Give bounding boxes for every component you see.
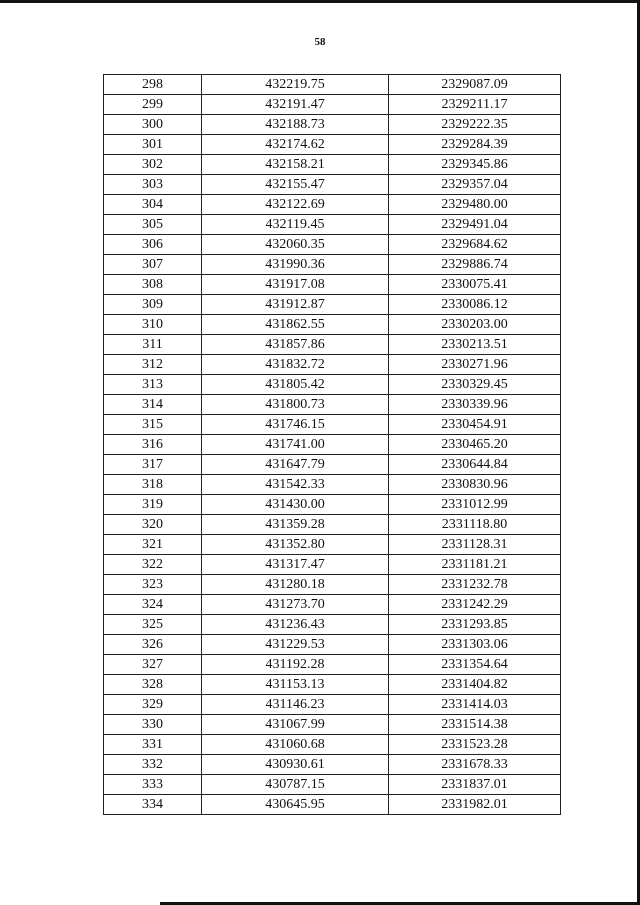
point-number-cell: 309 — [104, 295, 202, 315]
x-coordinate-cell: 432158.21 — [202, 155, 389, 175]
point-number-cell: 310 — [104, 315, 202, 335]
y-coordinate-cell: 2330086.12 — [389, 295, 561, 315]
point-number-cell: 330 — [104, 715, 202, 735]
y-coordinate-cell: 2330203.00 — [389, 315, 561, 335]
x-coordinate-cell: 430787.15 — [202, 775, 389, 795]
x-coordinate-cell: 431647.79 — [202, 455, 389, 475]
point-number-cell: 307 — [104, 255, 202, 275]
table-row — [104, 455, 561, 475]
point-number-cell: 323 — [104, 575, 202, 595]
table-row — [104, 775, 561, 795]
x-coordinate-cell: 431317.47 — [202, 555, 389, 575]
point-number-cell: 333 — [104, 775, 202, 795]
y-coordinate-cell: 2331012.99 — [389, 495, 561, 515]
table-row — [104, 255, 561, 275]
y-coordinate-cell: 2330454.91 — [389, 415, 561, 435]
y-coordinate-cell: 2331354.64 — [389, 655, 561, 675]
point-number-cell: 327 — [104, 655, 202, 675]
point-number-cell: 315 — [104, 415, 202, 435]
point-number-cell: 304 — [104, 195, 202, 215]
table-row — [104, 175, 561, 195]
x-coordinate-cell: 431192.28 — [202, 655, 389, 675]
table-row — [104, 535, 561, 555]
x-coordinate-cell: 432155.47 — [202, 175, 389, 195]
y-coordinate-cell: 2329480.00 — [389, 195, 561, 215]
table-row — [104, 795, 561, 815]
point-number-cell: 334 — [104, 795, 202, 815]
point-number-cell: 320 — [104, 515, 202, 535]
point-number-cell: 311 — [104, 335, 202, 355]
table-row — [104, 635, 561, 655]
x-coordinate-cell: 431067.99 — [202, 715, 389, 735]
y-coordinate-cell: 2331837.01 — [389, 775, 561, 795]
x-coordinate-cell: 430930.61 — [202, 755, 389, 775]
point-number-cell: 301 — [104, 135, 202, 155]
y-coordinate-cell: 2331523.28 — [389, 735, 561, 755]
table-row — [104, 335, 561, 355]
x-coordinate-cell: 431430.00 — [202, 495, 389, 515]
x-coordinate-cell: 431832.72 — [202, 355, 389, 375]
point-number-cell: 319 — [104, 495, 202, 515]
table-row — [104, 95, 561, 115]
table-row — [104, 195, 561, 215]
point-number-cell: 313 — [104, 375, 202, 395]
y-coordinate-cell: 2330213.51 — [389, 335, 561, 355]
x-coordinate-cell: 431990.36 — [202, 255, 389, 275]
y-coordinate-cell: 2331414.03 — [389, 695, 561, 715]
table-row — [104, 755, 561, 775]
x-coordinate-cell: 431912.87 — [202, 295, 389, 315]
x-coordinate-cell: 431153.13 — [202, 675, 389, 695]
y-coordinate-cell: 2331181.21 — [389, 555, 561, 575]
y-coordinate-cell: 2329087.09 — [389, 75, 561, 95]
table-row — [104, 615, 561, 635]
point-number-cell: 331 — [104, 735, 202, 755]
x-coordinate-cell: 430645.95 — [202, 795, 389, 815]
table-row — [104, 555, 561, 575]
point-number-cell: 325 — [104, 615, 202, 635]
y-coordinate-cell: 2330271.96 — [389, 355, 561, 375]
table-row — [104, 715, 561, 735]
table-row — [104, 395, 561, 415]
table-row — [104, 675, 561, 695]
table-row — [104, 695, 561, 715]
point-number-cell: 316 — [104, 435, 202, 455]
y-coordinate-cell: 2329491.04 — [389, 215, 561, 235]
y-coordinate-cell: 2331404.82 — [389, 675, 561, 695]
point-number-cell: 322 — [104, 555, 202, 575]
point-number-cell: 329 — [104, 695, 202, 715]
y-coordinate-cell: 2331118.80 — [389, 515, 561, 535]
y-coordinate-cell: 2331982.01 — [389, 795, 561, 815]
y-coordinate-cell: 2330339.96 — [389, 395, 561, 415]
y-coordinate-cell: 2329886.74 — [389, 255, 561, 275]
point-number-cell: 326 — [104, 635, 202, 655]
x-coordinate-cell: 431805.42 — [202, 375, 389, 395]
y-coordinate-cell: 2330075.41 — [389, 275, 561, 295]
table-row — [104, 115, 561, 135]
table-row — [104, 215, 561, 235]
point-number-cell: 314 — [104, 395, 202, 415]
x-coordinate-cell: 431236.43 — [202, 615, 389, 635]
table-row — [104, 295, 561, 315]
table-row — [104, 435, 561, 455]
scan-edge-top — [0, 0, 640, 3]
y-coordinate-cell: 2331232.78 — [389, 575, 561, 595]
x-coordinate-cell: 432060.35 — [202, 235, 389, 255]
table-row — [104, 155, 561, 175]
point-number-cell: 303 — [104, 175, 202, 195]
y-coordinate-cell: 2329211.17 — [389, 95, 561, 115]
x-coordinate-cell: 431741.00 — [202, 435, 389, 455]
y-coordinate-cell: 2330644.84 — [389, 455, 561, 475]
x-coordinate-cell: 432191.47 — [202, 95, 389, 115]
x-coordinate-cell: 432219.75 — [202, 75, 389, 95]
table-row — [104, 355, 561, 375]
y-coordinate-cell: 2330329.45 — [389, 375, 561, 395]
point-number-cell: 332 — [104, 755, 202, 775]
point-number-cell: 298 — [104, 75, 202, 95]
x-coordinate-cell: 431273.70 — [202, 595, 389, 615]
point-number-cell: 324 — [104, 595, 202, 615]
x-coordinate-cell: 432119.45 — [202, 215, 389, 235]
table-row — [104, 515, 561, 535]
y-coordinate-cell: 2329357.04 — [389, 175, 561, 195]
coordinates-table — [103, 74, 561, 815]
x-coordinate-cell: 431229.53 — [202, 635, 389, 655]
table-row — [104, 575, 561, 595]
y-coordinate-cell: 2331303.06 — [389, 635, 561, 655]
table-row — [104, 415, 561, 435]
point-number-cell: 308 — [104, 275, 202, 295]
x-coordinate-cell: 431280.18 — [202, 575, 389, 595]
y-coordinate-cell: 2331514.38 — [389, 715, 561, 735]
table-row — [104, 235, 561, 255]
point-number-cell: 328 — [104, 675, 202, 695]
y-coordinate-cell: 2331242.29 — [389, 595, 561, 615]
x-coordinate-cell: 431146.23 — [202, 695, 389, 715]
point-number-cell: 312 — [104, 355, 202, 375]
table-row — [104, 595, 561, 615]
table-row — [104, 375, 561, 395]
table-row — [104, 75, 561, 95]
x-coordinate-cell: 432122.69 — [202, 195, 389, 215]
table-row — [104, 135, 561, 155]
x-coordinate-cell: 431542.33 — [202, 475, 389, 495]
y-coordinate-cell: 2329345.86 — [389, 155, 561, 175]
y-coordinate-cell: 2329684.62 — [389, 235, 561, 255]
x-coordinate-cell: 432188.73 — [202, 115, 389, 135]
y-coordinate-cell: 2329222.35 — [389, 115, 561, 135]
x-coordinate-cell: 431352.80 — [202, 535, 389, 555]
point-number-cell: 300 — [104, 115, 202, 135]
table-row — [104, 655, 561, 675]
x-coordinate-cell: 431862.55 — [202, 315, 389, 335]
x-coordinate-cell: 431800.73 — [202, 395, 389, 415]
x-coordinate-cell: 432174.62 — [202, 135, 389, 155]
table-row — [104, 475, 561, 495]
point-number-cell: 305 — [104, 215, 202, 235]
page-number: 58 — [314, 36, 326, 48]
y-coordinate-cell: 2330830.96 — [389, 475, 561, 495]
y-coordinate-cell: 2331293.85 — [389, 615, 561, 635]
x-coordinate-cell: 431359.28 — [202, 515, 389, 535]
y-coordinate-cell: 2331128.31 — [389, 535, 561, 555]
table-row — [104, 275, 561, 295]
x-coordinate-cell: 431857.86 — [202, 335, 389, 355]
point-number-cell: 299 — [104, 95, 202, 115]
table-row — [104, 495, 561, 515]
coordinates-table-body — [104, 75, 561, 815]
point-number-cell: 306 — [104, 235, 202, 255]
point-number-cell: 318 — [104, 475, 202, 495]
point-number-cell: 317 — [104, 455, 202, 475]
point-number-cell: 302 — [104, 155, 202, 175]
y-coordinate-cell: 2329284.39 — [389, 135, 561, 155]
y-coordinate-cell: 2330465.20 — [389, 435, 561, 455]
table-row — [104, 735, 561, 755]
point-number-cell: 321 — [104, 535, 202, 555]
y-coordinate-cell: 2331678.33 — [389, 755, 561, 775]
x-coordinate-cell: 431746.15 — [202, 415, 389, 435]
x-coordinate-cell: 431917.08 — [202, 275, 389, 295]
x-coordinate-cell: 431060.68 — [202, 735, 389, 755]
table-row — [104, 315, 561, 335]
